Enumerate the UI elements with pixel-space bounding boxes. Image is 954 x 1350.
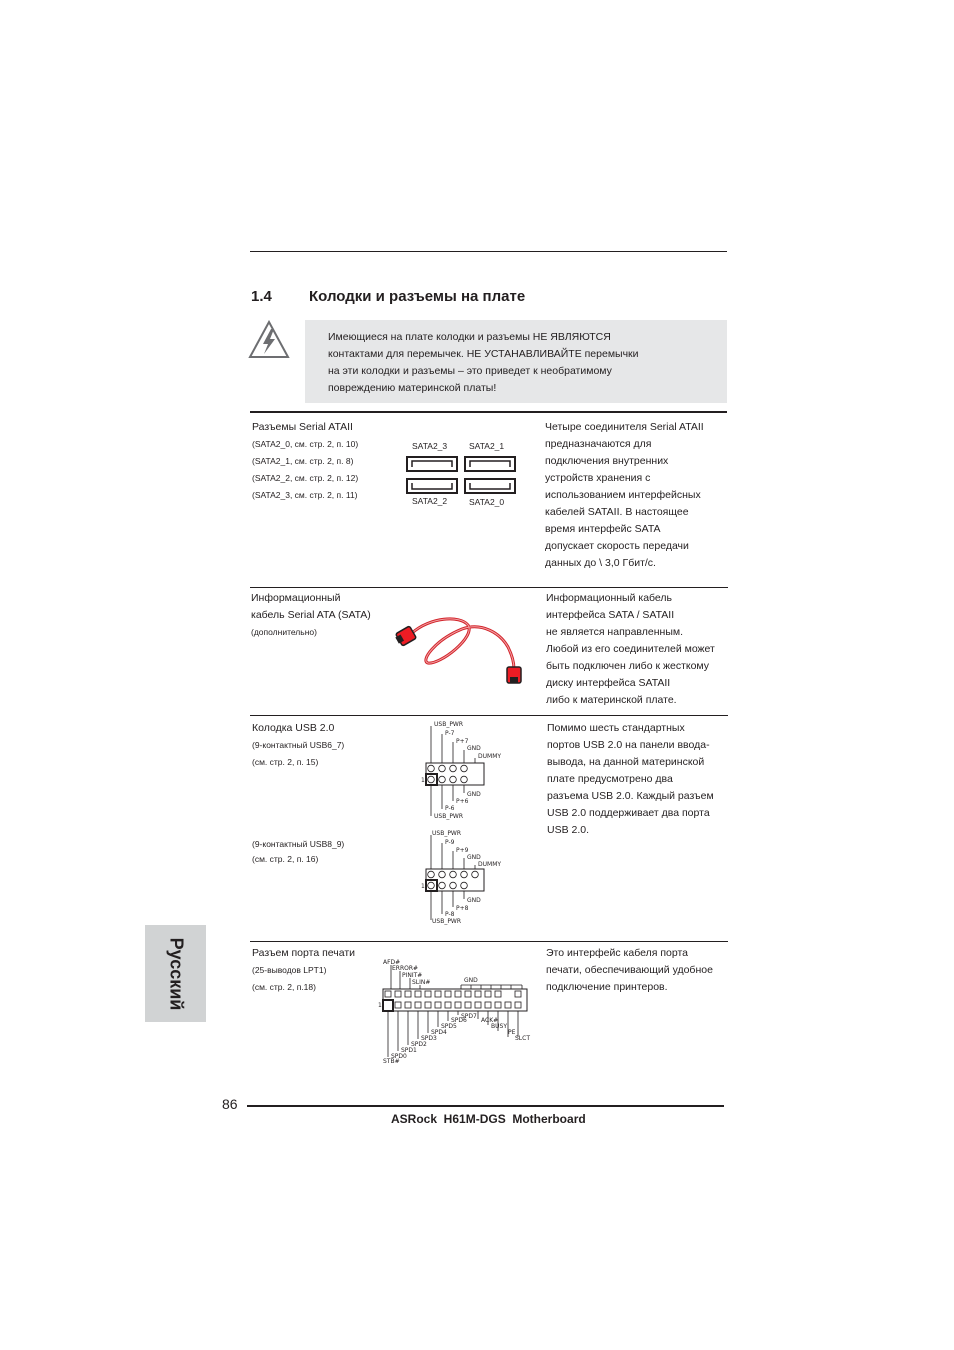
pin-label: SPD0 <box>391 1053 407 1060</box>
desc-line: устройств хранения с <box>545 472 651 484</box>
pin-label: GND <box>464 977 478 984</box>
sata-section-rule <box>250 411 727 413</box>
pin-label: USB_PWR <box>432 830 462 837</box>
pin-label: SLCT <box>515 1035 531 1042</box>
warning-box <box>305 320 727 403</box>
lpt-ref: (см. стр. 2, п.18) <box>252 982 316 992</box>
desc-line: плате предусмотрено два <box>547 773 673 785</box>
sata-label-2: SATA2_2 <box>412 496 448 506</box>
desc-line: разъема USB 2.0. Каждый разъем <box>547 790 714 802</box>
sata-label-1: SATA2_1 <box>469 441 505 451</box>
cable-description <box>546 590 715 709</box>
desc-line: быть подключен либо к жесткому <box>546 660 710 672</box>
pin-label: ACK# <box>481 1017 499 1024</box>
desc-line: вывода, на данной материнской <box>547 756 705 768</box>
pin-label: P-7 <box>445 730 455 737</box>
desc-line: Это интерфейс кабеля порта <box>546 947 688 959</box>
pin-1-marker: 1 <box>421 777 425 784</box>
pin-label: DUMMY <box>478 753 502 760</box>
pin-label: P-9 <box>445 839 455 846</box>
desc-line: не является направленным. <box>546 626 684 638</box>
cable-title: Информационный <box>251 592 341 604</box>
lpt-ref: (25-выводов LPT1) <box>252 965 327 975</box>
pin-label: P+9 <box>456 847 469 854</box>
lpt-header-diagram <box>377 955 537 1065</box>
pin-1-marker: 1 <box>378 1002 382 1009</box>
lpt-description <box>546 945 713 996</box>
pin-label: P-6 <box>445 805 455 812</box>
sata-label-0: SATA2_0 <box>469 497 505 507</box>
pin-label: P+7 <box>456 738 469 745</box>
pin-label: SPD2 <box>411 1041 427 1048</box>
desc-line: Помимо шесть стандартных <box>547 722 685 734</box>
sata-label-3: SATA2_3 <box>412 441 448 451</box>
pin-1-marker: 1 <box>421 883 425 890</box>
sata-cable-image <box>390 605 530 690</box>
section-number: 1.4 <box>251 288 272 305</box>
warning-line: на эти колодки и разъемы – это приведет к необратимому <box>328 365 612 377</box>
pin-label: SPD4 <box>431 1029 447 1036</box>
pin-label: BUSY <box>491 1023 507 1030</box>
usb-header-1-name: (9-контактный USB6_7) <box>252 740 345 750</box>
page-number: 86 <box>222 1096 238 1112</box>
cable-section-rule <box>250 587 728 588</box>
pin-label: PINIT# <box>402 972 423 979</box>
pin-label: AFD# <box>383 959 401 966</box>
warning-line: контактами для перемычек. НЕ УСТАНАВЛИВАЙТЕ перемычки <box>328 348 639 360</box>
pin-label: SPD6 <box>451 1017 467 1024</box>
desc-line: интерфейса SATA / SATAII <box>546 609 675 621</box>
pin-label: ERROR# <box>392 965 419 972</box>
pin-label: P-8 <box>445 911 455 918</box>
cable-note: (дополнительно) <box>251 627 317 637</box>
pin-label: USB_PWR <box>434 813 464 820</box>
usb-header-1-diagram <box>418 718 518 823</box>
usb-title: Колодка USB 2.0 <box>252 722 335 734</box>
warning-line: Имеющиеся на плате колодки и разъемы НЕ ЯВЛЯЮТСЯ <box>328 331 611 343</box>
lpt-section-rule <box>250 941 728 942</box>
cable-title: кабель Serial ATA (SATA) <box>251 609 371 621</box>
pin-label: GND <box>467 854 481 861</box>
sata-ports-diagram <box>406 455 516 497</box>
sata-ref: (SATA2_2, см. стр. 2, п. 12) <box>252 473 359 483</box>
desc-line: USB 2.0 поддерживает два порта <box>547 807 710 819</box>
usb-header-2-diagram <box>418 827 518 932</box>
usb-description <box>547 720 714 839</box>
lpt-title: Разъем порта печати <box>252 947 356 959</box>
desc-line: печати, обеспечивающий удобное <box>546 964 713 976</box>
section-title: Колодки и разъемы на плате <box>309 288 526 305</box>
pin-label: USB_PWR <box>432 918 462 925</box>
desc-line: Информационный кабель <box>546 592 673 604</box>
warning-icon <box>248 320 290 360</box>
sata-title: Разъемы Serial ATAII <box>252 421 353 433</box>
footer-text: ASRock H61M-DGS Motherboard <box>391 1112 586 1126</box>
side-tab-label: Русский <box>166 937 186 1010</box>
usb-header-2-ref: (см. стр. 2, п. 16) <box>252 854 319 864</box>
pin-label: SPD1 <box>401 1047 417 1054</box>
warning-line: повреждению материнской платы! <box>328 382 497 394</box>
pin-label: P+6 <box>456 798 469 805</box>
desc-line: либо к материнской плате. <box>546 694 677 706</box>
pin-label: PE <box>508 1029 516 1036</box>
desc-line: подключения внутренних <box>545 455 669 467</box>
desc-line: USB 2.0. <box>547 824 590 836</box>
sata-ref: (SATA2_1, см. стр. 2, п. 8) <box>252 456 354 466</box>
desc-line: данных до \ 3,0 Гбит/с. <box>545 557 656 569</box>
pin-label: GND <box>467 897 481 904</box>
desc-line: допускает скорость передачи <box>545 540 689 552</box>
pin-label: SPD5 <box>441 1023 457 1030</box>
desc-line: подключение принтеров. <box>546 981 668 993</box>
pin-label: P+8 <box>456 905 469 912</box>
top-rule <box>250 251 727 252</box>
sata-description <box>545 419 704 572</box>
desc-line: кабелей SATAII. В настоящее <box>545 506 689 518</box>
desc-line: использованием интерфейсных <box>545 489 701 501</box>
pin-label: USB_PWR <box>434 721 464 728</box>
pin-label: GND <box>467 791 481 798</box>
usb-header-2-name: (9-контактный USB8_9) <box>252 839 345 849</box>
sata-ref: (SATA2_3, см. стр. 2, п. 11) <box>252 490 358 500</box>
desc-line: предназначаются для <box>545 438 652 450</box>
desc-line: время интерфейс SATA <box>545 523 661 535</box>
desc-line: портов USB 2.0 на панели ввода- <box>547 739 710 751</box>
pin-label: DUMMY <box>478 861 502 868</box>
desc-line: Четыре соединителя Serial ATAII <box>545 421 704 433</box>
pin-label: GND <box>467 745 481 752</box>
footer-rule <box>247 1105 724 1107</box>
desc-line: диску интерфейса SATAII <box>546 677 671 689</box>
pin-label: STB# <box>383 1058 400 1065</box>
usb-section-rule <box>250 715 728 716</box>
usb-header-1-ref: (см. стр. 2, п. 15) <box>252 757 319 767</box>
desc-line: Любой из его соединителей может <box>546 643 715 655</box>
sata-ref: (SATA2_0, см. стр. 2, п. 10) <box>252 439 359 449</box>
pin-label: SPD7 <box>461 1013 477 1020</box>
pin-label: SPD3 <box>421 1035 437 1042</box>
pin-label: SLIN# <box>412 979 431 986</box>
language-side-tab <box>145 925 206 1022</box>
